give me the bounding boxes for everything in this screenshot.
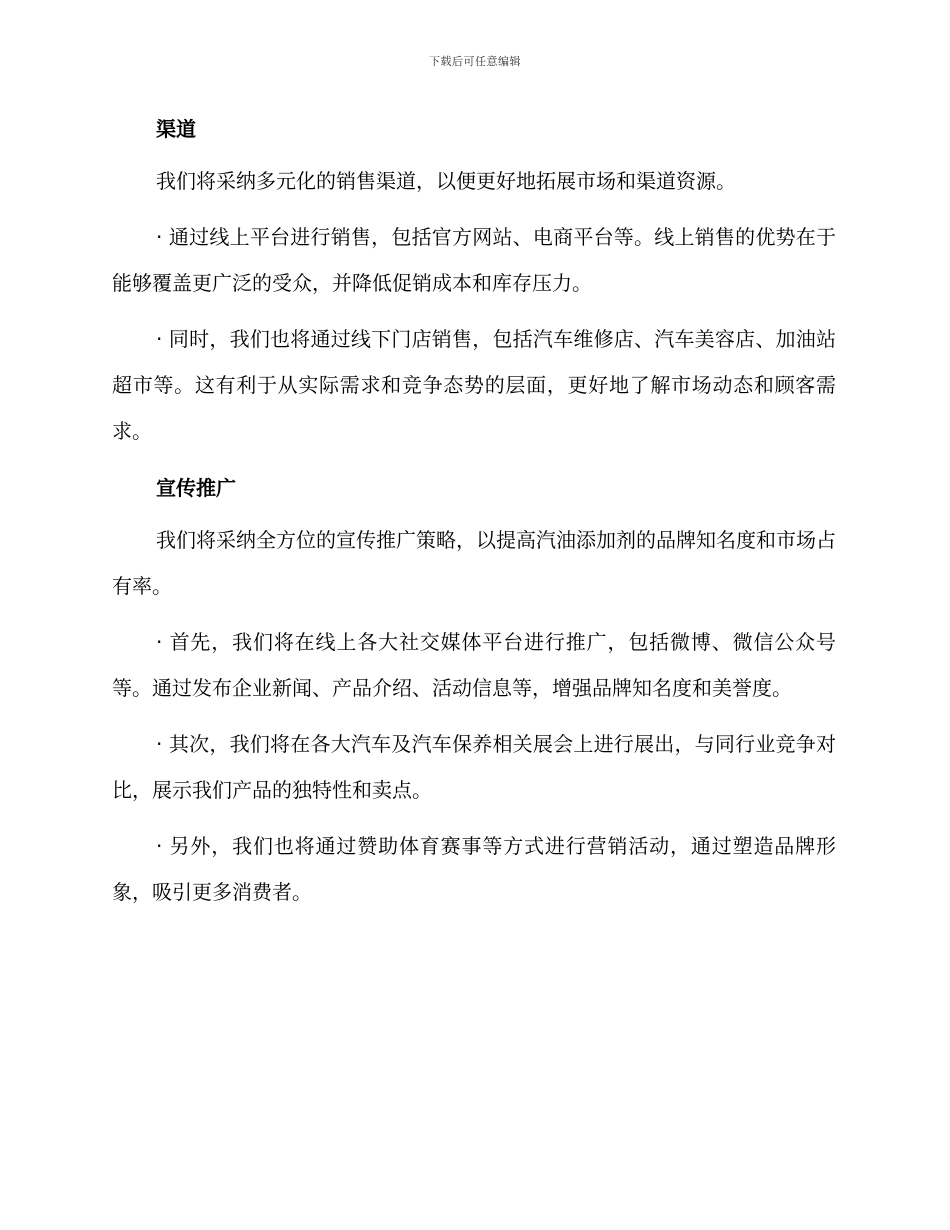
paragraph: · 同时，我们也将通过线下门店销售，包括汽车维修店、汽车美容店、加油站超市等。这有利于从实际需求和竞争态势的层面，更好地了解市场动态和顾客需求。 <box>112 327 836 443</box>
paragraph: · 首先，我们将在线上各大社交媒体平台进行推广，包括微博、微信公众号等。通过发布企业新闻、产品介绍、活动信息等，增强品牌知名度和美誉度。 <box>112 630 836 700</box>
paragraph: 我们将采纳多元化的销售渠道，以便更好地拓展市场和渠道资源。 <box>156 169 736 193</box>
paragraph: · 通过线上平台进行销售，包括官方网站、电商平台等。线上销售的优势在于能够覆盖更广泛的受众，并降低促销成本和库存压力。 <box>112 225 836 295</box>
paragraph: · 另外，我们也将通过赞助体育赛事等方式进行营销活动，通过塑造品牌形象，吸引更多消费者。 <box>112 834 836 904</box>
section-heading-promotion: 宣传推广 <box>156 476 236 500</box>
section-heading-channels: 渠道 <box>156 117 196 141</box>
header-note: 下载后可任意编辑 <box>429 55 521 68</box>
paragraph: 我们将采纳全方位的宣传推广策略，以提高汽油添加剂的品牌知名度和市场占有率。 <box>112 528 836 598</box>
document-body <box>112 112 836 915</box>
paragraph: · 其次，我们将在各大汽车及汽车保养相关展会上进行展出，与同行业竞争对比，展示我们产品的独特性和卖点。 <box>112 732 836 802</box>
